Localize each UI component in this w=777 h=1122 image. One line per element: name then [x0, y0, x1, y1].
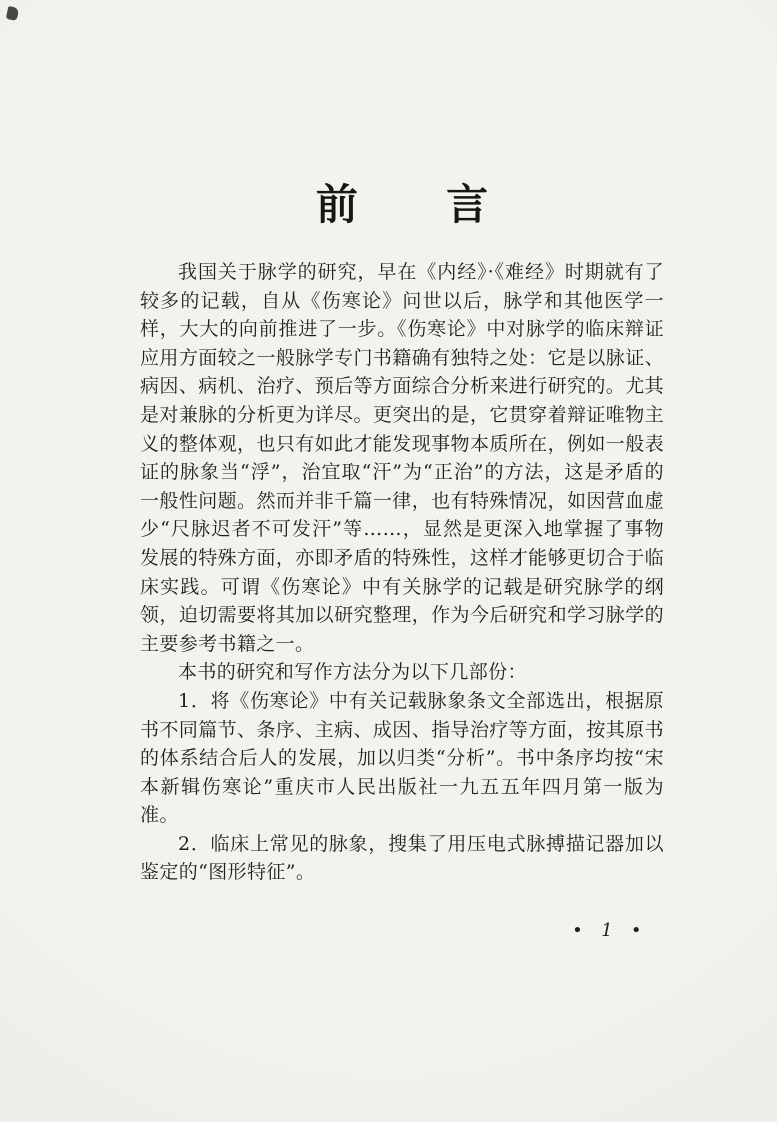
preface-body — [140, 258, 664, 887]
preface-paragraph-1: 我国关于脉学的研究，早在《内经》·《难经》时期就有了较多的记载，自从《伤寒论》问世以后，脉学和其他医学一样，大大的向前推进了一步。《伤寒论》中对脉学的临床辩证应用方面较之一般脉学专门书籍确有独特之处：它是以脉证、病因、病机、治疗、预后等方面综合分析来进行研究的。尤其是对兼脉的分析更为详尽。更突出的是，它贯穿着辩证唯物主义的整体观，也只有如此才能发现事物本质所在，例如一般表证的脉象当“浮”，治宜取“汗”为“正治”的方法，这是矛盾的一般性问题。然而并非千篇一律，也有特殊情况，如因营血虚少“尺脉迟者不可发汗”等……，显然是更深入地掌握了事物发展的特殊方面，亦即矛盾的特殊性，这样才能够更切合于临床实践。可谓《伤寒论》中有关脉学的记载是研究脉学的纲领，迫切需要将其加以研究整理，作为今后研究和学习脉学的主要参考书籍之一。 — [140, 261, 664, 655]
page-number: • 1 • — [572, 920, 648, 941]
scan-artifact — [6, 6, 19, 21]
page-title: 前 言 — [315, 180, 512, 229]
preface-paragraph-2: 本书的研究和写作方法分为以下几部份： — [178, 661, 527, 684]
preface-paragraph-3: 1．将《伤寒论》中有关记载脉象条文全部选出，根据原书不同篇节、条序、主病、成因、指导治疗等方面，按其原书的体系结合后人的发展，加以归类“分析”。书中条序均按“宋本新辑伤寒论”重庆市人民出版社一九五五年四月第一版为准。 — [140, 689, 664, 827]
preface-paragraph-4: 2．临床上常见的脉象，搜集了用压电式脉搏描记器加以鉴定的“图形特征”。 — [140, 832, 664, 884]
